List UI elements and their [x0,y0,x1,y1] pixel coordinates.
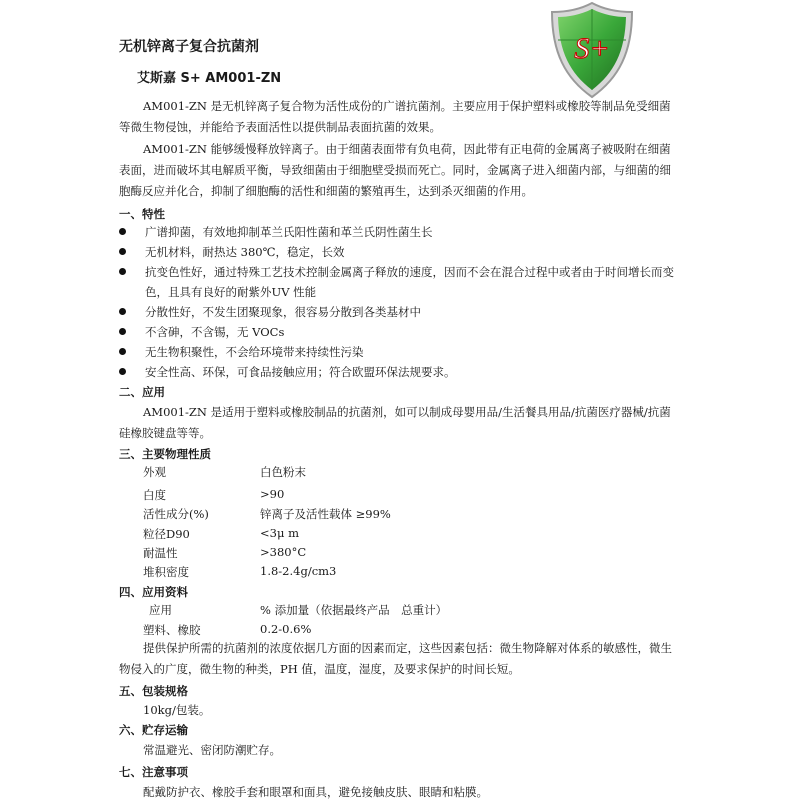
product-name: 艾斯嘉 S+ AM001-ZN [137,71,282,86]
storage-heading: 六、贮存运输 [119,723,188,737]
intro-paragraph-2: AM001-ZN 能够缓慢释放锌离子。由于细菌表面带有负电荷，因此带有正电荷的金属离子被吸附在细菌表面，进而破坏其电解质平衡，导致细菌由于细胞壁受损而死亡。同时，金属离子进入细菌内部，与细菌的细胞酶反应并化合，抑制了细胞酶的活性和细菌的繁殖再生，达到杀灭细菌的作用。 [119,142,671,198]
document-title: 无机锌离子复合抗菌剂 [119,39,259,55]
application-text: AM001-ZN 是适用于塑料或橡胶制品的抗菌剂，如可以制成母婴用品/生活餐具用品/抗菌医疗器械/抗菌硅橡胶键盘等等。 [119,405,671,440]
logo-text: S+ [574,32,610,65]
intro-paragraph-1: AM001-ZN 是无机锌离子复合物为活性成份的广谱抗菌剂。主要应用于保护塑料或橡胶等制品免受细菌等微生物侵蚀，并能给予表面活性以提供制品表面抗菌的效果。 [119,99,671,134]
storage-text: 常温避光、密闭防潮贮存。 [143,743,281,757]
notes-heading: 七、注意事项 [119,765,188,779]
usage-heading: 四、应用资料 [119,585,188,599]
notes-text: 配戴防护衣、橡胶手套和眼罩和面具，避免接触皮肤、眼睛和粘膜。 [143,785,488,799]
features-heading: 一、特性 [119,207,165,221]
application-heading: 二、应用 [119,385,165,399]
shield-logo-icon [547,0,637,100]
usage-note: 提供保护所需的抗菌剂的浓度依据几方面的因素而定，这些因素包括：微生物降解对体系的敏感性，微生物侵入的广度，微生物的种类，PH 值，温度，湿度，及要求保护的时间长短。 [119,641,672,676]
properties-heading: 三、主要物理性质 [119,447,211,461]
packaging-text: 10kg/包装。 [143,703,211,717]
packaging-heading: 五、包装规格 [119,684,188,698]
document-page: 无机锌离子复合抗菌剂 艾斯嘉 S+ AM001-ZN S+ AM001-ZN 是无机锌离子复合物为活性成份的广谱抗菌剂。主要应用于保护塑料或橡胶等制品免受细菌等微生物侵蚀，并能给予表面活性以提供制品表面抗菌的效果。 AM001-ZN 能够缓慢释放锌离子。由于细菌表面带有负电荷，因此带有正电荷的金属离子被吸附在细菌表面，进而破坏其电解质平衡，导致细菌由于细胞壁受损而死亡。同时，金属离子进入细菌内部，与细菌的细胞酶反应并化合，抑制了细胞酶的活性和细菌的繁殖再生，达到杀灭细菌的作用。 一、特性 广谱抑菌，有效地抑制革兰氏阳性菌和革兰氏阴性菌生长 无机材料，耐热达 380℃，稳定，长效 抗变色性好，通过特殊工艺技术控制金属离子释放的速度，因而不会在混合过程中或者由于时间增长而变色，且具有良好的耐紫外UV 性能 分散性好，不发生团聚现象，很容易分散到各类基材中 不含砷，不含锡，无 VOCs 无生物积聚性，不会给环境带来持续性污染 安全性高、环保，可食品接触应用；符合欧盟环保法规要求。 二、应用 AM001-ZN 是适用于塑料或橡胶制品的抗菌剂，如可以制成母婴用品/生活餐具用品/抗菌医疗器械/抗菌硅橡胶键盘等等。 三、主要物理性质 外观 白色粉末 白度 >90 活性成分(%) 锌离子及活性载体 ≥99% 粒径D90 <3μ m 耐温性 >380°C 堆积密度 1.8-2.4g/cm3 四、应用资料 应用 % 添加量（依据最终产品 总重计） 塑料、橡胶 0.2-0.6% 提供保护所需的抗菌剂的浓度依据几方面的因素而定，这些因素包括：微生物降解对体系的敏感性，微生物侵入的广度，微生物的种类，PH 值，温度，湿度，及要求保护的时间长短。 五、包装规格 10kg/包装。 六、贮存运输 常温避光、密闭防潮贮存。 七、注意事项 配戴防护衣、橡胶手套和眼罩和面具，避免接触皮肤、眼睛和粘膜。 [0,0,790,806]
